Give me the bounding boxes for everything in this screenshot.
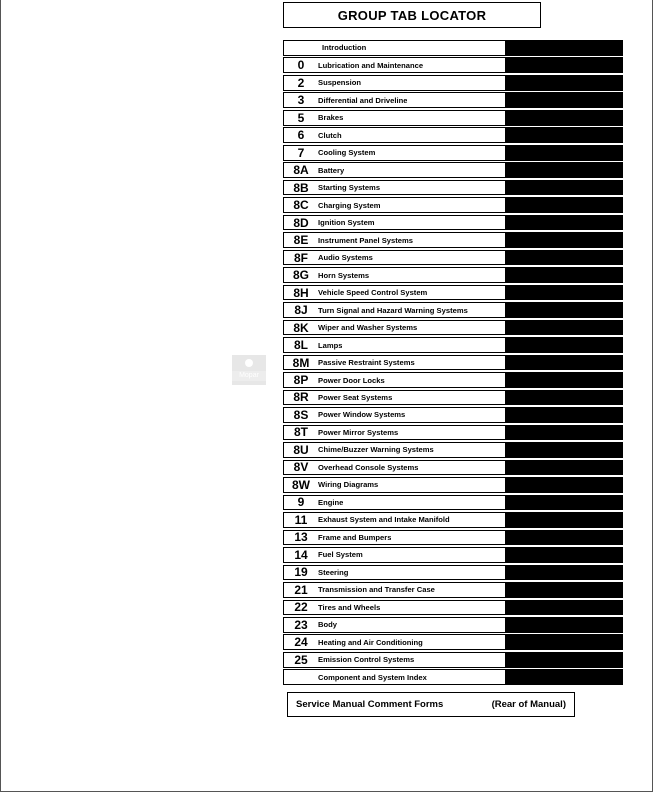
group-tab-number: 11 [294, 512, 308, 527]
group-tab-number: 8S [293, 407, 309, 422]
group-tab-label-box [283, 600, 506, 616]
group-tab-row[interactable] [283, 355, 623, 371]
group-tab-title: Transmission and Transfer Case [318, 585, 435, 595]
group-tab-black-edge [506, 92, 623, 108]
group-tab-number: 8G [292, 268, 309, 283]
group-tab-label-box [283, 180, 506, 196]
group-tab-row[interactable] [283, 302, 623, 318]
group-tab-title: Lamps [318, 340, 343, 350]
group-tab-black-edge [506, 145, 623, 161]
group-tab-row[interactable] [283, 565, 623, 581]
group-tab-black-edge [506, 75, 623, 91]
group-tab-black-edge [506, 425, 623, 441]
group-tab-black-edge [506, 390, 623, 406]
group-tab-title: Wiring Diagrams [318, 480, 379, 490]
group-tab-title: Vehicle Speed Control System [318, 288, 428, 298]
group-tab-number: 8R [293, 390, 309, 405]
group-tab-label-box [283, 442, 506, 458]
group-tab-row[interactable] [283, 110, 623, 126]
group-tab-black-edge [506, 320, 623, 336]
group-tab-row[interactable] [283, 547, 623, 563]
group-tab-number: 13 [294, 530, 308, 545]
group-tab-title: Brakes [318, 113, 344, 123]
group-tab-title: Overhead Console Systems [318, 462, 419, 472]
group-tab-row[interactable] [283, 652, 623, 668]
group-tab-label-box [283, 285, 506, 301]
group-tab-number: 2 [297, 75, 305, 90]
group-tab-black-edge [506, 215, 623, 231]
group-tab-label-box [283, 110, 506, 126]
group-tab-label-box [283, 40, 506, 56]
group-tab-label-box [283, 617, 506, 633]
page-title-text: GROUP TAB LOCATOR [337, 7, 487, 23]
group-tab-black-edge [506, 407, 623, 423]
group-tab-row[interactable] [283, 512, 623, 528]
group-tab-number: 21 [294, 582, 308, 597]
group-tab-row[interactable] [283, 180, 623, 196]
group-tab-number: 8K [293, 320, 309, 335]
group-tab-title: Instrument Panel Systems [318, 235, 413, 245]
group-tab-label-box [283, 669, 506, 685]
group-tab-row[interactable] [283, 215, 623, 231]
group-tab-number: 7 [297, 145, 305, 160]
group-tab-label-box [283, 530, 506, 546]
group-tab-title: Charging System [318, 200, 381, 210]
group-tab-number: 8P [293, 373, 309, 387]
group-tab-title: Lubrication and Maintenance [318, 60, 424, 70]
group-tab-row[interactable] [283, 495, 623, 511]
group-tab-label-box [283, 390, 506, 406]
group-tab-title: Exhaust System and Intake Manifold [318, 515, 450, 525]
group-tab-title: Introduction [322, 43, 367, 53]
group-tab-black-edge [506, 285, 623, 301]
group-tab-row[interactable] [283, 530, 623, 546]
group-tab-number: 8C [293, 198, 309, 213]
group-tab-black-edge [506, 460, 623, 476]
group-tab-row[interactable] [283, 582, 623, 598]
group-tab-label-box [283, 460, 506, 476]
group-tab-number: 22 [294, 600, 308, 615]
group-tab-title: Wiper and Washer Systems [318, 323, 418, 333]
mopar-underline [232, 381, 266, 385]
group-tab-label-box [283, 565, 506, 581]
group-tab-row[interactable] [283, 617, 623, 633]
group-tab-row[interactable] [283, 407, 623, 423]
group-tab-label-box [283, 250, 506, 266]
group-tab-row[interactable] [283, 285, 623, 301]
group-tab-row[interactable] [283, 320, 623, 336]
group-tab-title: Tires and Wheels [318, 602, 381, 612]
comment-forms-box[interactable] [287, 692, 575, 717]
group-tab-title: Suspension [318, 78, 362, 88]
group-tab-title: Power Seat Systems [318, 392, 393, 402]
group-tab-row[interactable] [283, 75, 623, 91]
group-tab-label-box [283, 355, 506, 371]
group-tab-label-box [283, 477, 506, 493]
group-tab-title: Heating and Air Conditioning [318, 637, 423, 647]
group-tab-black-edge [506, 267, 623, 283]
group-tab-label-box [283, 407, 506, 423]
group-tab-title: Battery [318, 165, 345, 175]
group-tab-label-box [283, 512, 506, 528]
group-tab-title: Emission Control Systems [318, 655, 415, 665]
group-tab-black-edge [506, 250, 623, 266]
group-tab-black-edge [506, 565, 623, 581]
group-tab-row[interactable] [283, 460, 623, 476]
group-tab-row[interactable] [283, 250, 623, 266]
mopar-wordmark: Mopar [232, 371, 266, 381]
comment-forms-location: (Rear of Manual) [491, 699, 566, 710]
group-tab-number: 8U [293, 442, 309, 457]
group-tab-label-box [283, 127, 506, 143]
group-tab-number: 8D [293, 215, 309, 230]
group-tab-title: Frame and Bumpers [318, 532, 392, 542]
group-tab-number: 8B [293, 180, 309, 195]
group-tab-black-edge [506, 180, 623, 196]
group-tab-number: 8E [293, 233, 309, 248]
group-tab-label-box [283, 232, 506, 248]
group-tab-black-edge [506, 162, 623, 178]
group-tab-black-edge [506, 617, 623, 633]
group-tab-row[interactable] [283, 40, 623, 56]
group-tab-number: 8L [293, 338, 308, 353]
group-tab-black-edge [506, 652, 623, 668]
group-tab-title: Steering [318, 567, 349, 577]
group-tab-black-edge [506, 232, 623, 248]
group-tab-title: Power Window Systems [318, 410, 406, 420]
group-tab-black-edge [506, 57, 623, 73]
group-tab-black-edge [506, 530, 623, 546]
group-tab-label-box [283, 582, 506, 598]
group-tab-label-box [283, 75, 506, 91]
group-tab-black-edge [506, 40, 623, 56]
group-tab-title: Horn Systems [318, 270, 370, 280]
group-tab-title: Cooling System [318, 148, 376, 158]
group-tab-black-edge [506, 372, 623, 388]
group-tab-number: 8F [293, 250, 308, 265]
group-tab-title: Clutch [318, 130, 342, 140]
group-tab-label-box [283, 634, 506, 650]
group-tab-row[interactable] [283, 92, 623, 108]
group-tab-label-box [283, 162, 506, 178]
group-tab-black-edge [506, 547, 623, 563]
group-tab-row[interactable] [283, 127, 623, 143]
group-tab-title: Starting Systems [318, 183, 381, 193]
group-tab-row[interactable] [283, 232, 623, 248]
group-tab-row[interactable] [283, 390, 623, 406]
group-tab-number: 14 [294, 547, 308, 562]
group-tab-title: Component and System Index [318, 672, 427, 682]
group-tab-number: 3 [297, 93, 305, 108]
group-tab-number: 8J [294, 303, 308, 318]
group-tab-label-box [283, 372, 506, 388]
group-tab-number: 8M [292, 355, 310, 370]
group-tab-black-edge [506, 495, 623, 511]
group-tab-title: Ignition System [318, 218, 375, 228]
group-tab-number: 8T [293, 425, 308, 440]
group-tab-label-box [283, 302, 506, 318]
group-tab-title: Fuel System [318, 550, 363, 560]
group-tab-number: 9 [297, 495, 305, 510]
group-tab-label-box [283, 337, 506, 353]
group-tab-title: Passive Restraint Systems [318, 358, 415, 368]
comment-forms-label: Service Manual Comment Forms [296, 699, 444, 710]
group-tab-label-box [283, 92, 506, 108]
group-tab-row[interactable] [283, 425, 623, 441]
group-tab-black-edge [506, 355, 623, 371]
group-tab-number: 8W [292, 477, 310, 492]
group-tab-label-box [283, 495, 506, 511]
page-title [283, 2, 541, 28]
group-tab-row[interactable] [283, 337, 623, 353]
group-tab-black-edge [506, 669, 623, 685]
group-tab-black-edge [506, 127, 623, 143]
group-tab-number: 8H [293, 285, 309, 300]
group-tab-number: 25 [294, 652, 308, 667]
group-tab-title: Body [318, 620, 337, 630]
group-tab-row[interactable] [283, 57, 623, 73]
group-tab-title: Chime/Buzzer Warning Systems [318, 445, 434, 455]
group-tab-row[interactable] [283, 267, 623, 283]
group-tab-title: Power Door Locks [318, 375, 385, 385]
group-tab-black-edge [506, 512, 623, 528]
group-tab-row[interactable] [283, 197, 623, 213]
group-tab-number: 5 [297, 110, 305, 125]
mopar-logo-watermark [232, 355, 266, 385]
group-tab-black-edge [506, 110, 623, 126]
group-tab-black-edge [506, 442, 623, 458]
group-tab-list [283, 40, 623, 687]
group-tab-number: 19 [294, 565, 308, 580]
group-tab-row[interactable] [283, 477, 623, 493]
group-tab-label-box [283, 267, 506, 283]
group-tab-number: 0 [297, 58, 305, 73]
group-tab-label-box [283, 57, 506, 73]
group-tab-black-edge [506, 634, 623, 650]
group-tab-number: 8A [293, 163, 309, 178]
group-tab-row[interactable] [283, 372, 623, 388]
group-tab-title: Differential and Driveline [318, 95, 408, 105]
mopar-circle-icon [245, 359, 253, 367]
group-tab-number: 8V [293, 460, 309, 475]
group-tab-label-box [283, 215, 506, 231]
group-tab-number: 24 [294, 635, 308, 650]
group-tab-row[interactable] [283, 634, 623, 650]
mopar-emblem [232, 355, 266, 371]
group-tab-row[interactable] [283, 600, 623, 616]
group-tab-title: Turn Signal and Hazard Warning Systems [318, 305, 468, 315]
group-tab-label-box [283, 145, 506, 161]
group-tab-title: Engine [318, 497, 344, 507]
group-tab-black-edge [506, 302, 623, 318]
group-tab-title: Power Mirror Systems [318, 427, 399, 437]
group-tab-black-edge [506, 600, 623, 616]
group-tab-row[interactable] [283, 442, 623, 458]
group-tab-label-box [283, 320, 506, 336]
group-tab-label-box [283, 652, 506, 668]
group-tab-label-box [283, 547, 506, 563]
group-tab-row[interactable] [283, 162, 623, 178]
group-tab-label-box [283, 197, 506, 213]
group-tab-black-edge [506, 197, 623, 213]
group-tab-number: 23 [294, 617, 308, 632]
group-tab-row[interactable] [283, 145, 623, 161]
group-tab-black-edge [506, 582, 623, 598]
group-tab-title: Audio Systems [318, 253, 373, 263]
group-tab-number: 6 [297, 128, 305, 143]
group-tab-label-box [283, 425, 506, 441]
group-tab-black-edge [506, 477, 623, 493]
group-tab-black-edge [506, 337, 623, 353]
group-tab-row[interactable] [283, 669, 623, 685]
